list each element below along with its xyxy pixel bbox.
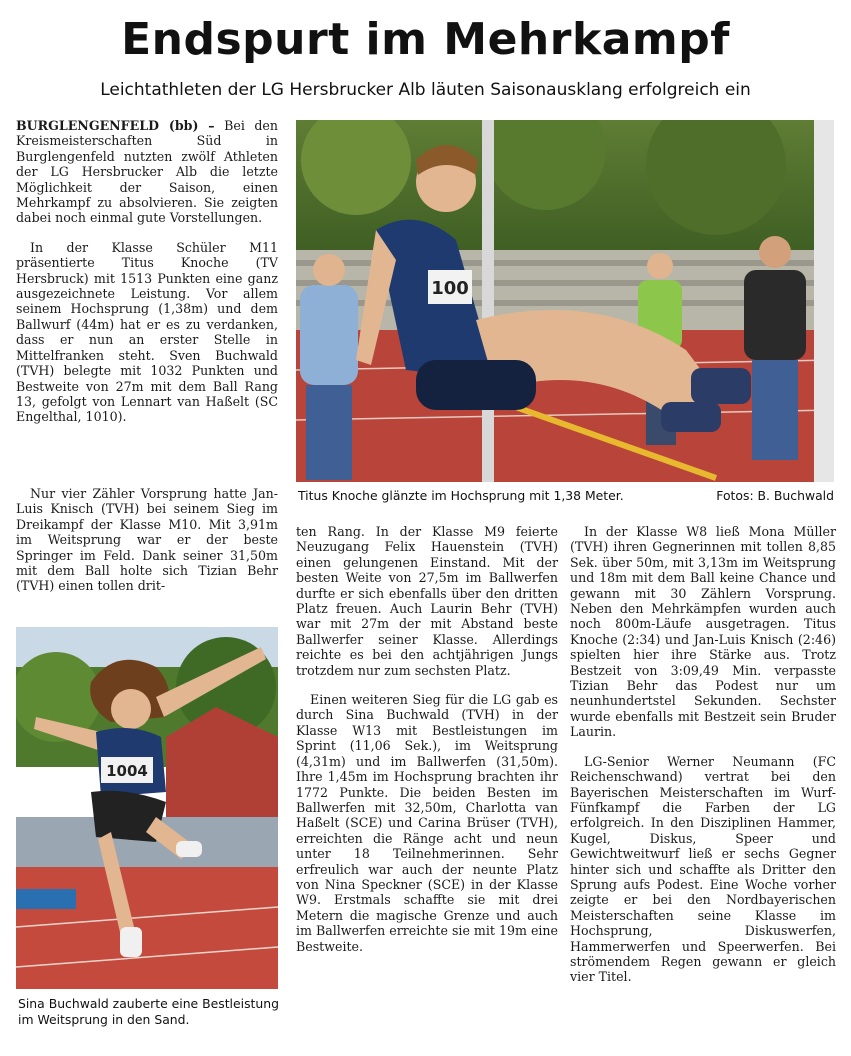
paragraph-2-part-1: Nur vier Zähler Vorsprung hatte Jan-Luis Knisch (TVH) bei seinem Sieg im Dreikampf der Klasse M10. Mit 3,91m im Weitsprung war er der beste Springer im Feld. Dank seiner 31,50m mit dem Ball holte sich Tizian Behr (TVH) einen tollen drit- [16,486,278,594]
column-3 [570,524,836,985]
photo-caption-main [298,488,834,504]
photo-caption-side: Sina Buchwald zauberte eine Bestleistung im Weitsprung in den Sand. [18,996,279,1027]
column-1-continued [16,486,278,594]
headline: Endspurt im Mehrkampf [121,14,730,65]
caption-main-text: Titus Knoche glänzte im Hochsprung mit 1,38 Meter. [298,488,624,503]
paragraph-2-part-2: ten Rang. In der Klasse M9 feierte Neuzugang Felix Hauenstein (TVH) einen gelungenen Einstand. Mit der besten Weite von 27,5m im Ballwerfen durfte er sich ebenfalls über den dritten Platz freuen. Auch Laurin Behr (TVH) war mit 27m der mit Abstand beste Ballwerfer seiner Klasse. Allerdings reichte es bei den achtjährigen Jungs trotzdem nur zum sechsten Platz. [296,524,558,678]
high-jump-photo [296,120,834,482]
paragraph-4: In der Klasse W8 ließ Mona Müller (TVH) ihren Gegnerinnen mit tollen 8,85 Sek. über 50m, mit 3,13m im Weitsprung und 18m mit dem Ball keine Chance und gewann mit 30 Zählern Vorsprung. Neben den Mehrkämpfen wurden auch noch 800m-Läufe ausgetragen. Titus Knoche (2:34) und Jan-Luis Knisch (2:46) spielten hier ihre Stärke aus. Trotz Bestzeit von 3:09,49 Min. verpasste Tizian Behr das Podest nur um neunhundertstel Sekunden. Sechster wurde ebenfalls mit Bestzeit sein Bruder Laurin. [570,524,836,740]
lead-text: Bei den Kreismeisterschaften Süd in Burglengenfeld nutzten zwölf Athleten der LG Hersbrucker Alb die letzte Möglichkeit der Saison, einen Mehrkampf zu absolvieren. Sie zeigten dabei noch einmal gute Vorstellungen. [16,118,278,226]
bib-number-side: 1004 [106,762,148,780]
column-2 [296,524,558,954]
lead-paragraph: BURGLENGENFELD (bb) – Bei den Kreismeisterschaften Süd in Burglengenfeld nutzten zwölf Athleten der LG Hersbrucker Alb die letzte Möglichkeit der Saison, einen Mehrkampf zu absolvieren. Sie zeigten dabei noch einmal gute Vorstellungen. [16,118,278,226]
long-jump-photo [16,627,278,989]
bib-number-main: 100 [431,278,469,299]
paragraph-3: Einen weiteren Sieg für die LG gab es durch Sina Buchwald (TVH) in der Klasse W13 mit Bestleistungen im Sprint (11,06 Sek.), im Weitsprung (4,31m) und im Ballwerfen (31,50m). Ihre 1,45m im Hochsprung brachten ihr 1772 Punkte. Die beiden Besten im Ballwerfen mit 32,50m, Charlotta van Haßelt (SCE) und Carina Brüser (TVH), erreichten die Ränge acht und neun unter 18 Teilnehmerinnen. Sehr erfreulich war auch der neunte Platz von Nina Speckner (SCE) in der Klasse W9. Erstmals schaffte sie mit drei Metern die magische Grenze und auch im Ballwerfen erreichte sie mit 19m eine Bestweite. [296,692,558,954]
column-1 [16,118,278,425]
paragraph-1: In der Klasse Schüler M11 präsentierte Titus Knoche (TV Hersbruck) mit 1513 Punkten eine ganz ausgezeichnete Leistung. Vor allem seinem Hochsprung (1,38m) und dem Ballwurf (44m) hat er es zu verdanken, dass er nun an erster Stelle in Mittelfranken steht. Sven Buchwald (TVH) belegte mit 1032 Punkten und Bestweite von 27m mit dem Ball Rang 13, gefolgt von Lennart van Haßelt (SC Engelthal, 1010). [16,239,278,425]
photo-credit: Fotos: B. Buchwald [716,488,834,503]
paragraph-5: LG-Senior Werner Neumann (FC Reichenschwand) vertrat bei den Bayerischen Meisterschaften im Wurf-Fünfkampf die Farben der LG erfolgreich. In den Disziplinen Hammer, Kugel, Diskus, Speer und Gewichtweitwurf ließ er sechs Gegner hinter sich und schaffte als Dritter den Sprung aufs Podest. Eine Woche vorher zeigte er bei den Nordbayerischen Meisterschaften seine Klasse im Hochsprung, Diskuswerfen, Hammerwerfen und Speerwerfen. Bei strömendem Regen gewann er gleich vier Titel. [570,753,836,985]
subheadline: Leichtathleten der LG Hersbrucker Alb läuten Saisonausklang erfolgreich ein [100,80,751,100]
